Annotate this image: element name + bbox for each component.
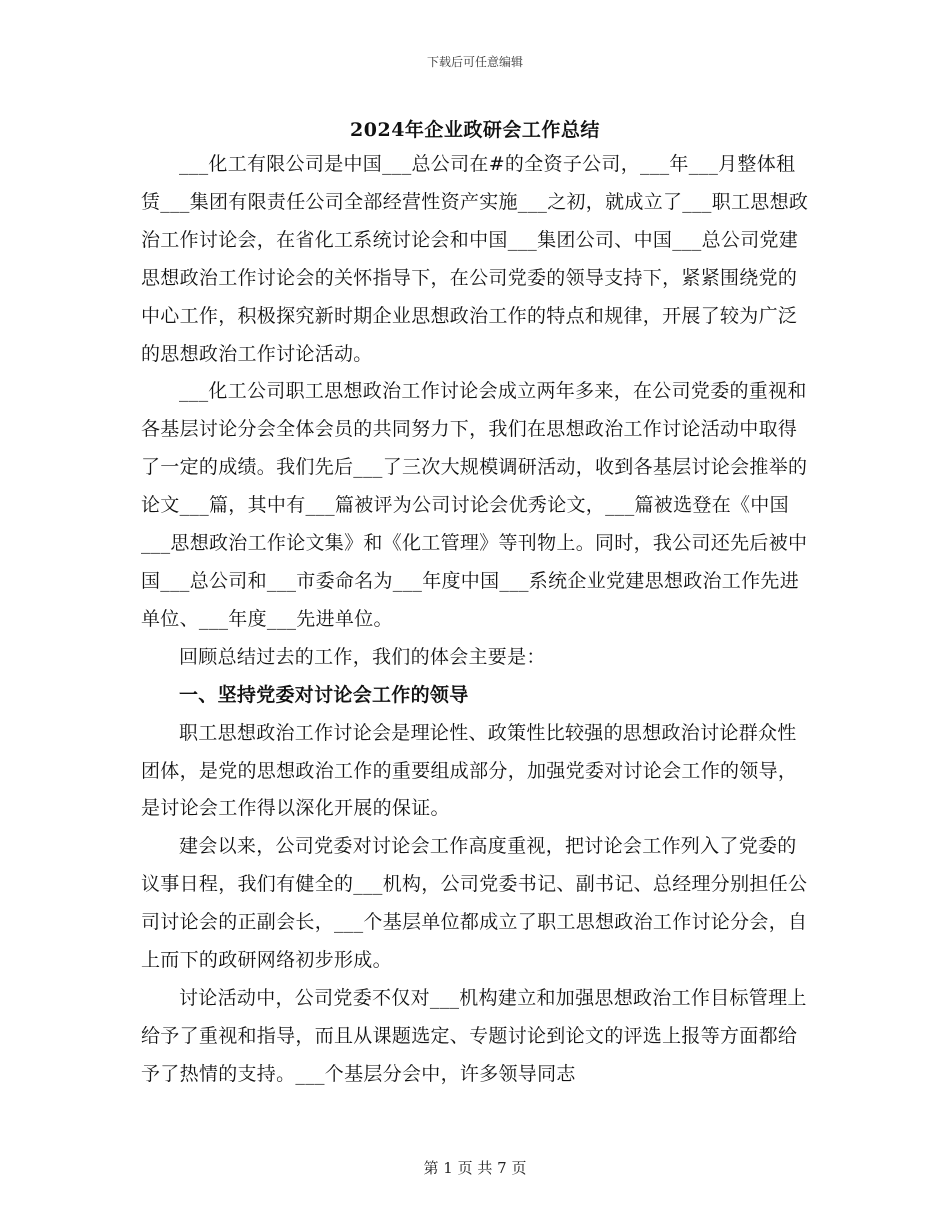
- document-title: 2024年企业政研会工作总结: [350, 119, 600, 141]
- paragraph-summary-lead: 回顾总结过去的工作，我们的体会主要是：: [179, 645, 546, 668]
- document-body: [141, 146, 814, 1094]
- paragraph-leadership: 职工思想政治工作讨论会是理论性、政策性比较强的思想政治讨论群众性团体，是党的思想政治工作的重要组成部分，加强党委对讨论会工作的领导，是讨论会工作得以深化开展的保证。: [141, 721, 798, 820]
- paragraph-intro: ___化工有限公司是中国___总公司在#的全资子公司，___年___月整体租赁___集团有限责任公司全部经营性资产实施___之初，就成立了___职工思想政治工作讨论会，在省化工系统讨论会和中国___集团公司、中国___总公司党建思想政治工作讨论会的关怀指导下，在公司党委的领导支持下，紧紧围绕党的中心工作，积极探究新时期企业思想政治工作的特点和规律，开展了较为广泛的思想政治工作讨论活动。: [141, 153, 809, 365]
- header-note: 下载后可任意编辑: [426, 55, 523, 69]
- paragraph-support: 讨论活动中，公司党委不仅对___机构建立和加强思想政治工作目标管理上给予了重视和指导，而且从课题选定、专题讨论到论文的评选上报等方面都给予了热情的支持。___个基层分会中，许多领导同志: [141, 986, 807, 1085]
- page-indicator: 第 1 页 共 7 页: [423, 1159, 527, 1177]
- section-heading-1: 一、坚持党委对讨论会工作的领导: [179, 683, 469, 706]
- paragraph-organization: 建会以来，公司党委对讨论会工作高度重视，把讨论会工作列入了党委的议事日程，我们有健全的___机构，公司党委书记、副书记、总经理分别担任公司讨论会的正副会长，___个基层单位都成立了职工思想政治工作讨论分会，自上而下的政研网络初步形成。: [141, 835, 808, 972]
- paragraph-achievements: ___化工公司职工思想政治工作讨论会成立两年多来，在公司党委的重视和各基层讨论分会全体会员的共同努力下，我们在思想政治工作讨论活动中取得了一定的成绩。我们先后___了三次大规模调研活动，收到各基层讨论会推举的论文___篇，其中有___篇被评为公司讨论会优秀论文，___篇被选登在《中国___思想政治工作论文集》和《化工管理》等刊物上。同时，我公司还先后被中国___总公司和___市委命名为___年度中国___系统企业党建思想政治工作先进单位、___年度___先进单位。: [141, 380, 808, 630]
